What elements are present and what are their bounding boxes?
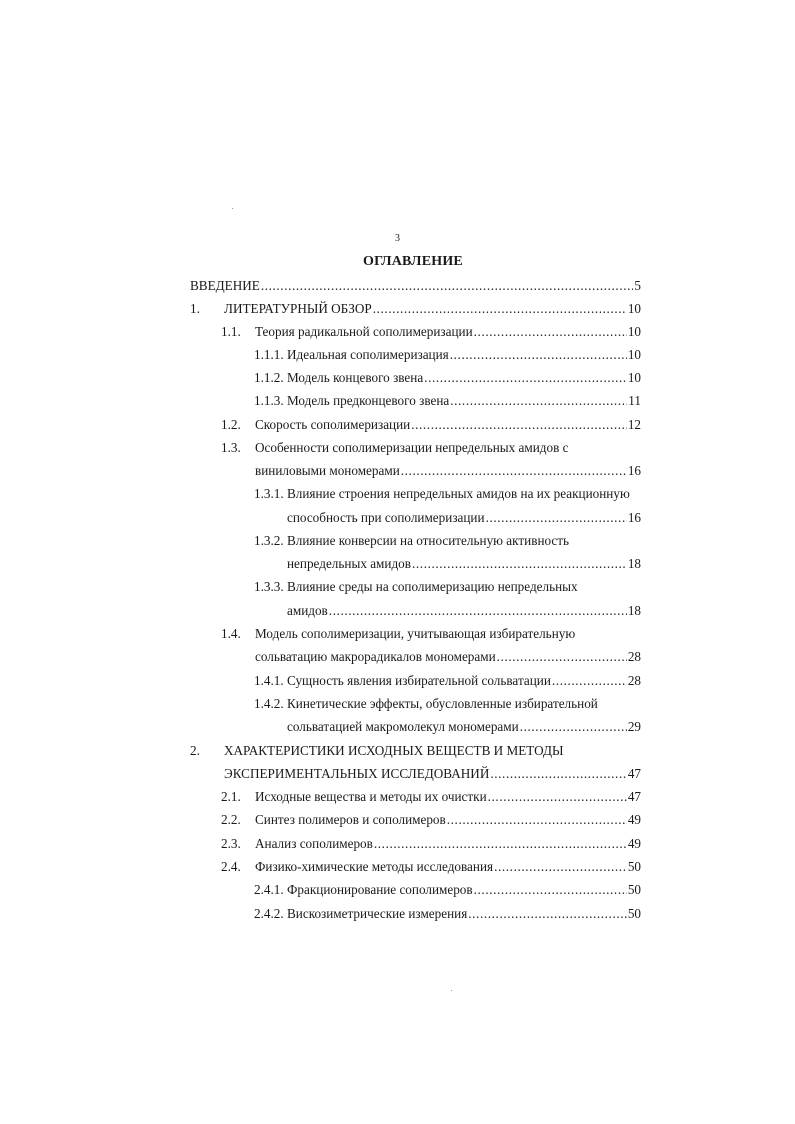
toc-entry-1-1-1 <box>254 345 641 365</box>
toc-entry-text: Фракционирование сополимеров <box>287 882 473 897</box>
leader-dots <box>373 299 627 319</box>
toc-entry-text-continued: виниловыми мономерами <box>255 463 400 478</box>
toc-entry-number: 2.2. <box>221 812 241 827</box>
toc-entry-text: Теория радикальной сополимеризации <box>255 324 473 339</box>
toc-entry-2-continuation <box>224 764 641 784</box>
toc-entry-text-continued: способность при сополимеризации <box>287 510 485 525</box>
toc-entry-page: 16 <box>627 463 641 478</box>
toc-entry-number: 1.3.2. <box>254 533 284 548</box>
toc-entry-text: ЛИТЕРАТУРНЫЙ ОБЗОР <box>224 301 372 316</box>
toc-entry-introduction <box>190 276 641 296</box>
toc-entry-1-4 <box>221 624 641 644</box>
toc-entry-page: 28 <box>627 649 641 664</box>
toc-entry-1-4-2-continuation <box>287 717 641 737</box>
toc-entry-number: 1. <box>190 301 200 316</box>
toc-entry-text: Модель концевого звена <box>287 370 424 385</box>
toc-entry-number: 1.4. <box>221 626 241 641</box>
toc-entry-1-3-2 <box>254 531 641 551</box>
toc-entry-text: Идеальная сополимеризация <box>287 347 449 362</box>
toc-entry-text: Кинетические эффекты, обусловленные избирательной <box>287 696 598 711</box>
leader-dots <box>486 508 627 528</box>
leader-dots <box>490 764 626 784</box>
leader-dots <box>447 810 627 830</box>
leader-dots <box>424 368 627 388</box>
scan-speck <box>451 990 452 991</box>
toc-entry-number: 2.4.1. <box>254 882 284 897</box>
toc-entry-text-continued: ЭКСПЕРИМЕНТАЛЬНЫХ ИССЛЕДОВАНИЙ <box>224 766 490 781</box>
toc-entry-1-3-continuation <box>255 461 641 481</box>
toc-entry-number: 1.1. <box>221 324 241 339</box>
leader-dots <box>401 461 627 481</box>
toc-entry-page: 28 <box>627 673 641 688</box>
toc-entry-1-1 <box>221 322 641 342</box>
toc-entry-1-4-2 <box>254 694 641 714</box>
toc-entry-text: Анализ сополимеров <box>255 836 373 851</box>
toc-entry-page: 10 <box>627 347 641 362</box>
page-number: 3 <box>395 233 400 244</box>
toc-entry-number: 1.4.2. <box>254 696 284 711</box>
leader-dots <box>488 787 627 807</box>
toc-entry-text-continued: сольватацией макромолекул мономерами <box>287 719 519 734</box>
toc-entry-page: 12 <box>627 417 641 432</box>
toc-entry-1 <box>190 299 641 319</box>
toc-entry-2-2 <box>221 810 641 830</box>
toc-entry-text: Вискозиметрические измерения <box>287 906 468 921</box>
toc-entry-text: Исходные вещества и методы их очистки <box>255 789 487 804</box>
toc-entry-number: 1.2. <box>221 417 241 432</box>
toc-entry-1-3-1-continuation <box>287 508 641 528</box>
toc-entry-1-3-1 <box>254 484 641 504</box>
toc-entry-number: 2.3. <box>221 836 241 851</box>
toc-entry-page: 18 <box>627 556 641 571</box>
leader-dots <box>474 322 627 342</box>
toc-entry-1-1-2 <box>254 368 641 388</box>
scan-speck <box>232 208 233 209</box>
toc-entry-number: 1.1.3. <box>254 393 284 408</box>
toc-entry-number: 1.4.1. <box>254 673 284 688</box>
toc-entry-text-continued: непредельных амидов <box>287 556 411 571</box>
leader-dots <box>374 834 627 854</box>
toc-entry-number: 1.3. <box>221 440 241 455</box>
toc-entry-page: 10 <box>627 301 641 316</box>
toc-entry-1-4-continuation <box>255 647 641 667</box>
toc-entry-page: 16 <box>627 510 641 525</box>
leader-dots <box>468 904 627 924</box>
leader-dots <box>261 276 634 296</box>
toc-entry-text: ХАРАКТЕРИСТИКИ ИСХОДНЫХ ВЕЩЕСТВ И МЕТОДЫ <box>224 743 564 758</box>
leader-dots <box>450 391 627 411</box>
leader-dots <box>497 647 627 667</box>
toc-entry-number: 1.3.1. <box>254 486 284 501</box>
toc-entry-page: 49 <box>627 836 641 851</box>
toc-entry-page: 18 <box>627 603 641 618</box>
toc-entry-number: 2.4. <box>221 859 241 874</box>
toc-entry-number: 1.1.1. <box>254 347 284 362</box>
leader-dots <box>450 345 627 365</box>
toc-entry-page: 29 <box>627 719 641 734</box>
toc-entry-text-continued: амидов <box>287 603 328 618</box>
leader-dots <box>411 415 627 435</box>
toc-entry-1-1-3 <box>254 391 641 411</box>
toc-entry-1-3-3-continuation <box>287 601 641 621</box>
toc-entry-text: Модель предконцевого звена <box>287 393 450 408</box>
leader-dots <box>474 880 627 900</box>
toc-entry-text: ВВЕДЕНИЕ <box>190 278 260 293</box>
toc-entry-number: 1.1.2. <box>254 370 284 385</box>
toc-entry-2-4-1 <box>254 880 641 900</box>
toc-entry-2-4 <box>221 857 641 877</box>
leader-dots <box>520 717 627 737</box>
toc-entry-page: 5 <box>634 278 641 293</box>
toc-entry-text: Модель сополимеризации, учитывающая избирательную <box>255 626 576 641</box>
leader-dots <box>412 554 627 574</box>
toc-entry-1-3-3 <box>254 577 641 597</box>
toc-entry-page: 50 <box>627 906 641 921</box>
toc-entry-text: Сущность явления избирательной сольватации <box>287 673 551 688</box>
toc-entry-text: Влияние строения непредельных амидов на их реакционную <box>287 486 630 501</box>
toc-entry-number: 2.4.2. <box>254 906 284 921</box>
toc-entry-1-4-1 <box>254 671 641 691</box>
toc-entry-text: Физико-химические методы исследования <box>255 859 494 874</box>
toc-entry-number: 1.3.3. <box>254 579 284 594</box>
toc-entry-page: 11 <box>628 393 641 408</box>
toc-entry-1-3 <box>221 438 641 458</box>
leader-dots <box>552 671 627 691</box>
leader-dots <box>329 601 627 621</box>
toc-entry-text: Скорость сополимеризации <box>255 417 411 432</box>
toc-entry-text: Синтез полимеров и сополимеров <box>255 812 446 827</box>
toc-entry-page: 47 <box>627 789 641 804</box>
page-title: ОГЛАВЛЕНИЕ <box>363 254 463 269</box>
toc-entry-text: Особенности сополимеризации непредельных амидов с <box>255 440 569 455</box>
toc-entry-page: 50 <box>627 859 641 874</box>
toc-entry-page: 47 <box>627 766 641 781</box>
toc-entry-text: Влияние конверсии на относительную активность <box>287 533 570 548</box>
toc-entry-2-3 <box>221 834 641 854</box>
toc-entry-1-2 <box>221 415 641 435</box>
toc-entry-1-3-2-continuation <box>287 554 641 574</box>
toc-entry-number: 2.1. <box>221 789 241 804</box>
toc-entry-page: 49 <box>627 812 641 827</box>
toc-entry-page: 10 <box>627 324 641 339</box>
toc-entry-2-1 <box>221 787 641 807</box>
toc-entry-2-4-2 <box>254 904 641 924</box>
toc-entry-page: 50 <box>627 882 641 897</box>
toc-entry-2 <box>190 741 641 761</box>
leader-dots <box>494 857 627 877</box>
toc-entry-text-continued: сольватацию макрорадикалов мономерами <box>255 649 496 664</box>
toc-entry-number: 2. <box>190 743 200 758</box>
toc-entry-page: 10 <box>627 370 641 385</box>
toc-entry-text: Влияние среды на сополимеризацию непредельных <box>287 579 578 594</box>
